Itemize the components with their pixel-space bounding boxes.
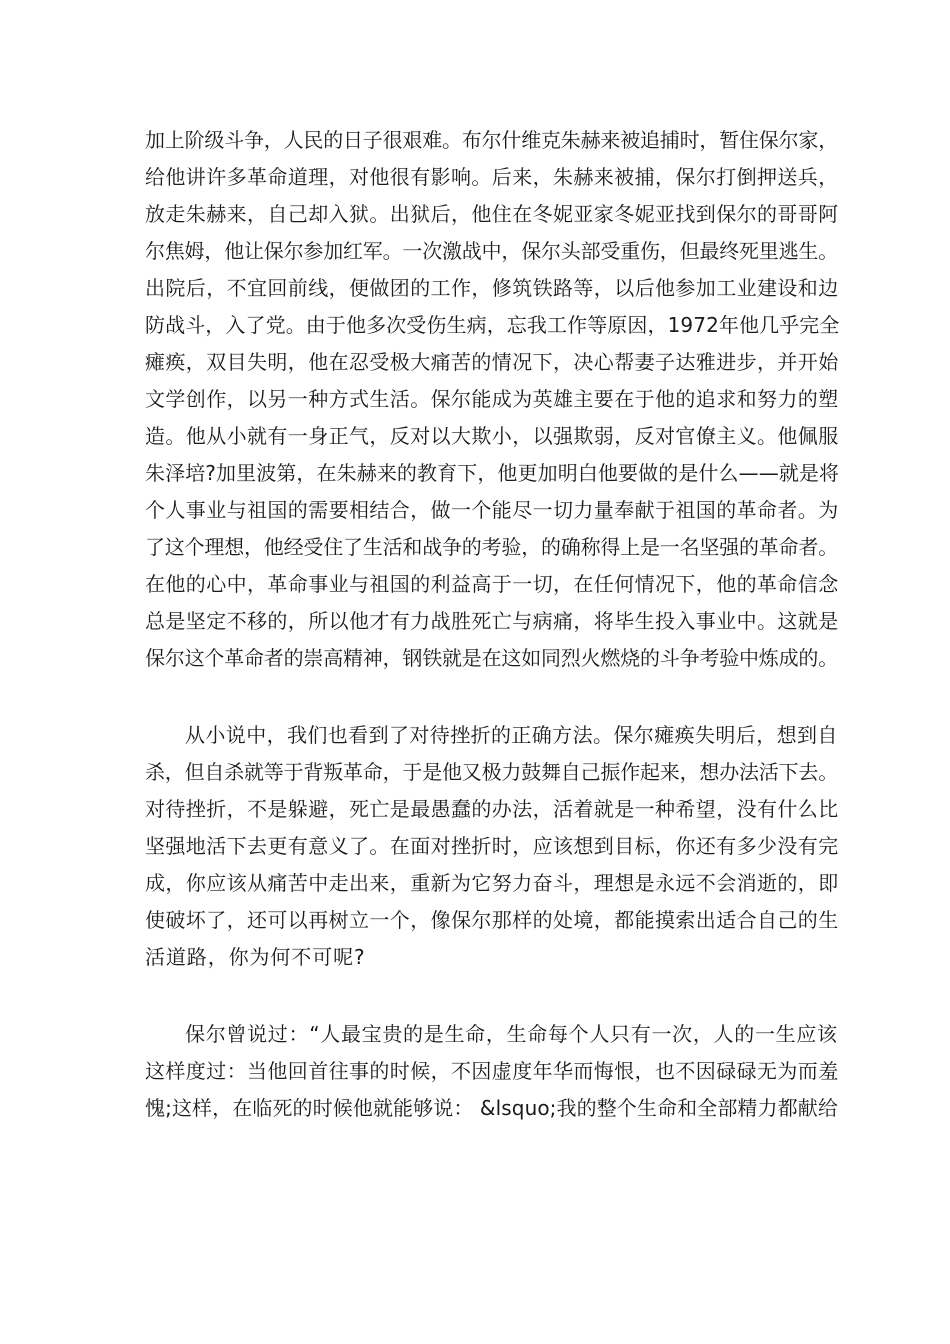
paragraph-1-line-15: 保尔这个革命者的崇高精神，钢铁就是在这如同烈火燃烧的斗争考验中炼成的。 (145, 646, 838, 670)
paragraph-2-line-3: 对待挫折，不是躲避，死亡是最愚蠢的办法，活着就是一种希望，没有什么比 (145, 797, 839, 821)
paragraph-1-line-11: 个人事业与祖国的需要相结合，做一个能尽一切力量奉献于祖国的革命者。为 (145, 498, 839, 522)
paragraph-1-line-14: 总是坚定不移的，所以他才有力战胜死亡与病痛，将毕生投入事业中。这就是 (145, 609, 839, 633)
paragraph-2-line-2: 杀，但自杀就等于背叛革命，于是他又极力鼓舞自己振作起来，想办法活下去。 (145, 760, 838, 784)
paragraph-1-line-13: 在他的心中，革命事业与祖国的利益高于一切，在任何情况下，他的革命信念 (145, 572, 839, 596)
paragraph-2-line-6: 使破坏了，还可以再树立一个，像保尔那样的处境，都能摸索出适合自己的生 (145, 908, 839, 932)
paragraph-2-line-4: 坚强地活下去更有意义了。在面对挫折时，应该想到目标，你还有多少没有完 (145, 834, 839, 858)
paragraph-2-line-5: 成，你应该从痛苦中走出来，重新为它努力奋斗，理想是永远不会消逝的，即 (145, 871, 839, 895)
paragraph-1-line-12: 了这个理想，他经受住了生活和战争的考验，的确称得上是一名坚强的革命者。 (145, 535, 838, 559)
paragraph-1-line-10: 朱泽培?加里波第，在朱赫来的教育下，他更加明白他要做的是什么——就是将 (145, 461, 840, 485)
paragraph-2-line-7: 活道路，你为何不可呢? (145, 945, 366, 969)
paragraph-1-line-4: 尔焦姆，他让保尔参加红军。一次激战中，保尔头部受重伤，但最终死里逃生。 (145, 239, 838, 263)
paragraph-3-line-2: 这样度过：当他回首往事的时候，不因虚度年华而悔恨，也不因碌碌无为而羞 (145, 1059, 839, 1083)
paragraph-1-line-2: 给他讲许多革命道理，对他很有影响。后来，朱赫来被捕，保尔打倒押送兵， (145, 165, 839, 189)
paragraph-3-line-1: 保尔曾说过：“人最宝贵的是生命，生命每个人只有一次，人的一生应该 (185, 1022, 838, 1046)
paragraph-1-line-7: 瘫痪，双目失明，他在忍受极大痛苦的情况下，决心帮妻子达雅进步，并开始 (145, 350, 839, 374)
paragraph-2-line-1: 从小说中，我们也看到了对待挫折的正确方法。保尔瘫痪失明后，想到自 (185, 723, 838, 747)
paragraph-1-line-8: 文学创作，以另一种方式生活。保尔能成为英雄主要在于他的追求和努力的塑 (145, 387, 839, 411)
paragraph-1-line-6: 防战斗，入了党。由于他多次受伤生病，忘我工作等原因，1972年他几乎完全 (145, 313, 840, 337)
paragraph-1-line-5: 出院后，不宜回前线，便做团的工作，修筑铁路等，以后他参加工业建设和边 (145, 276, 839, 300)
paragraph-3-line-3: 愧;这样，在临死的时候他就能够说： &lsquo;我的整个生命和全部精力都献给 (145, 1096, 838, 1120)
paragraph-1-line-3: 放走朱赫来，自己却入狱。出狱后，他住在冬妮亚家冬妮亚找到保尔的哥哥阿 (145, 202, 839, 226)
paragraph-1-line-1: 加上阶级斗争，人民的日子很艰难。布尔什维克朱赫来被追捕时，暂住保尔家， (145, 128, 838, 152)
paragraph-1-line-9: 造。他从小就有一身正气，反对以大欺小，以强欺弱，反对官僚主义。他佩服 (145, 424, 839, 448)
